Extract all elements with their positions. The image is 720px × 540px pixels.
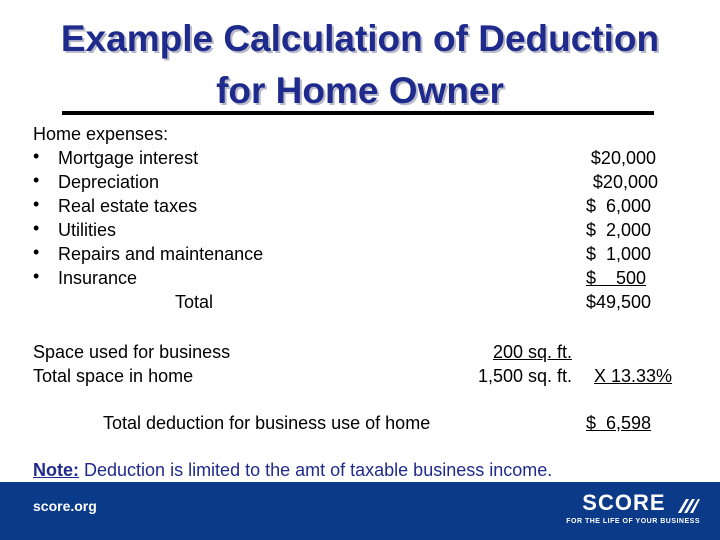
business-percentage: X 13.33% xyxy=(594,366,673,386)
slide-title-line1: Example Calculation of Deduction xyxy=(60,18,660,59)
bullet-icon: • xyxy=(33,266,40,286)
expense-amount: $ 500 xyxy=(586,268,647,288)
bullet-icon: • xyxy=(33,194,40,214)
expense-amount: $ 2,000 xyxy=(586,220,652,240)
expense-label: Mortgage interest xyxy=(58,148,199,168)
total-deduction-value: $ 6,598 xyxy=(586,413,652,433)
bullet-icon: • xyxy=(33,242,40,262)
space-home-label: Total space in home xyxy=(33,366,194,386)
note-text: Deduction is limited to the amt of taxable business income. xyxy=(84,460,553,480)
total-deduction-label: Total deduction for business use of home xyxy=(103,413,431,433)
note-line xyxy=(33,458,552,482)
bullet-icon: • xyxy=(33,170,40,190)
title-underline xyxy=(62,111,654,115)
footer-site-link[interactable]: score.org xyxy=(33,498,97,514)
score-mark-icon xyxy=(676,497,700,515)
space-business-value: 200 sq. ft. xyxy=(492,342,572,362)
expense-amount: $20,000 xyxy=(592,172,658,192)
total-label: Total xyxy=(175,292,214,312)
expense-amount: $20,000 xyxy=(590,148,656,168)
score-logo-text: SCORE xyxy=(582,490,666,515)
total-amount: $49,500 xyxy=(586,292,652,312)
expense-label: Utilities xyxy=(58,220,117,240)
expense-label: Insurance xyxy=(58,268,138,288)
expense-label: Real estate taxes xyxy=(58,196,198,216)
expense-label: Depreciation xyxy=(58,172,160,192)
expense-amount: $ 1,000 xyxy=(586,244,652,264)
slide-title-line2: for Home Owner xyxy=(216,70,504,111)
bullet-icon: • xyxy=(33,146,40,166)
expense-amount: $ 6,000 xyxy=(586,196,652,216)
space-business-label: Space used for business xyxy=(33,342,231,362)
expenses-heading: Home expenses: xyxy=(33,124,169,144)
score-tagline: FOR THE LIFE OF YOUR BUSINESS xyxy=(566,518,700,525)
score-logo xyxy=(566,490,700,525)
note-label: Note: xyxy=(33,460,79,480)
bullet-icon: • xyxy=(33,218,40,238)
space-home-value: 1,500 sq. ft. xyxy=(477,366,572,386)
expense-label: Repairs and maintenance xyxy=(58,244,264,264)
footer-bar xyxy=(0,482,720,540)
